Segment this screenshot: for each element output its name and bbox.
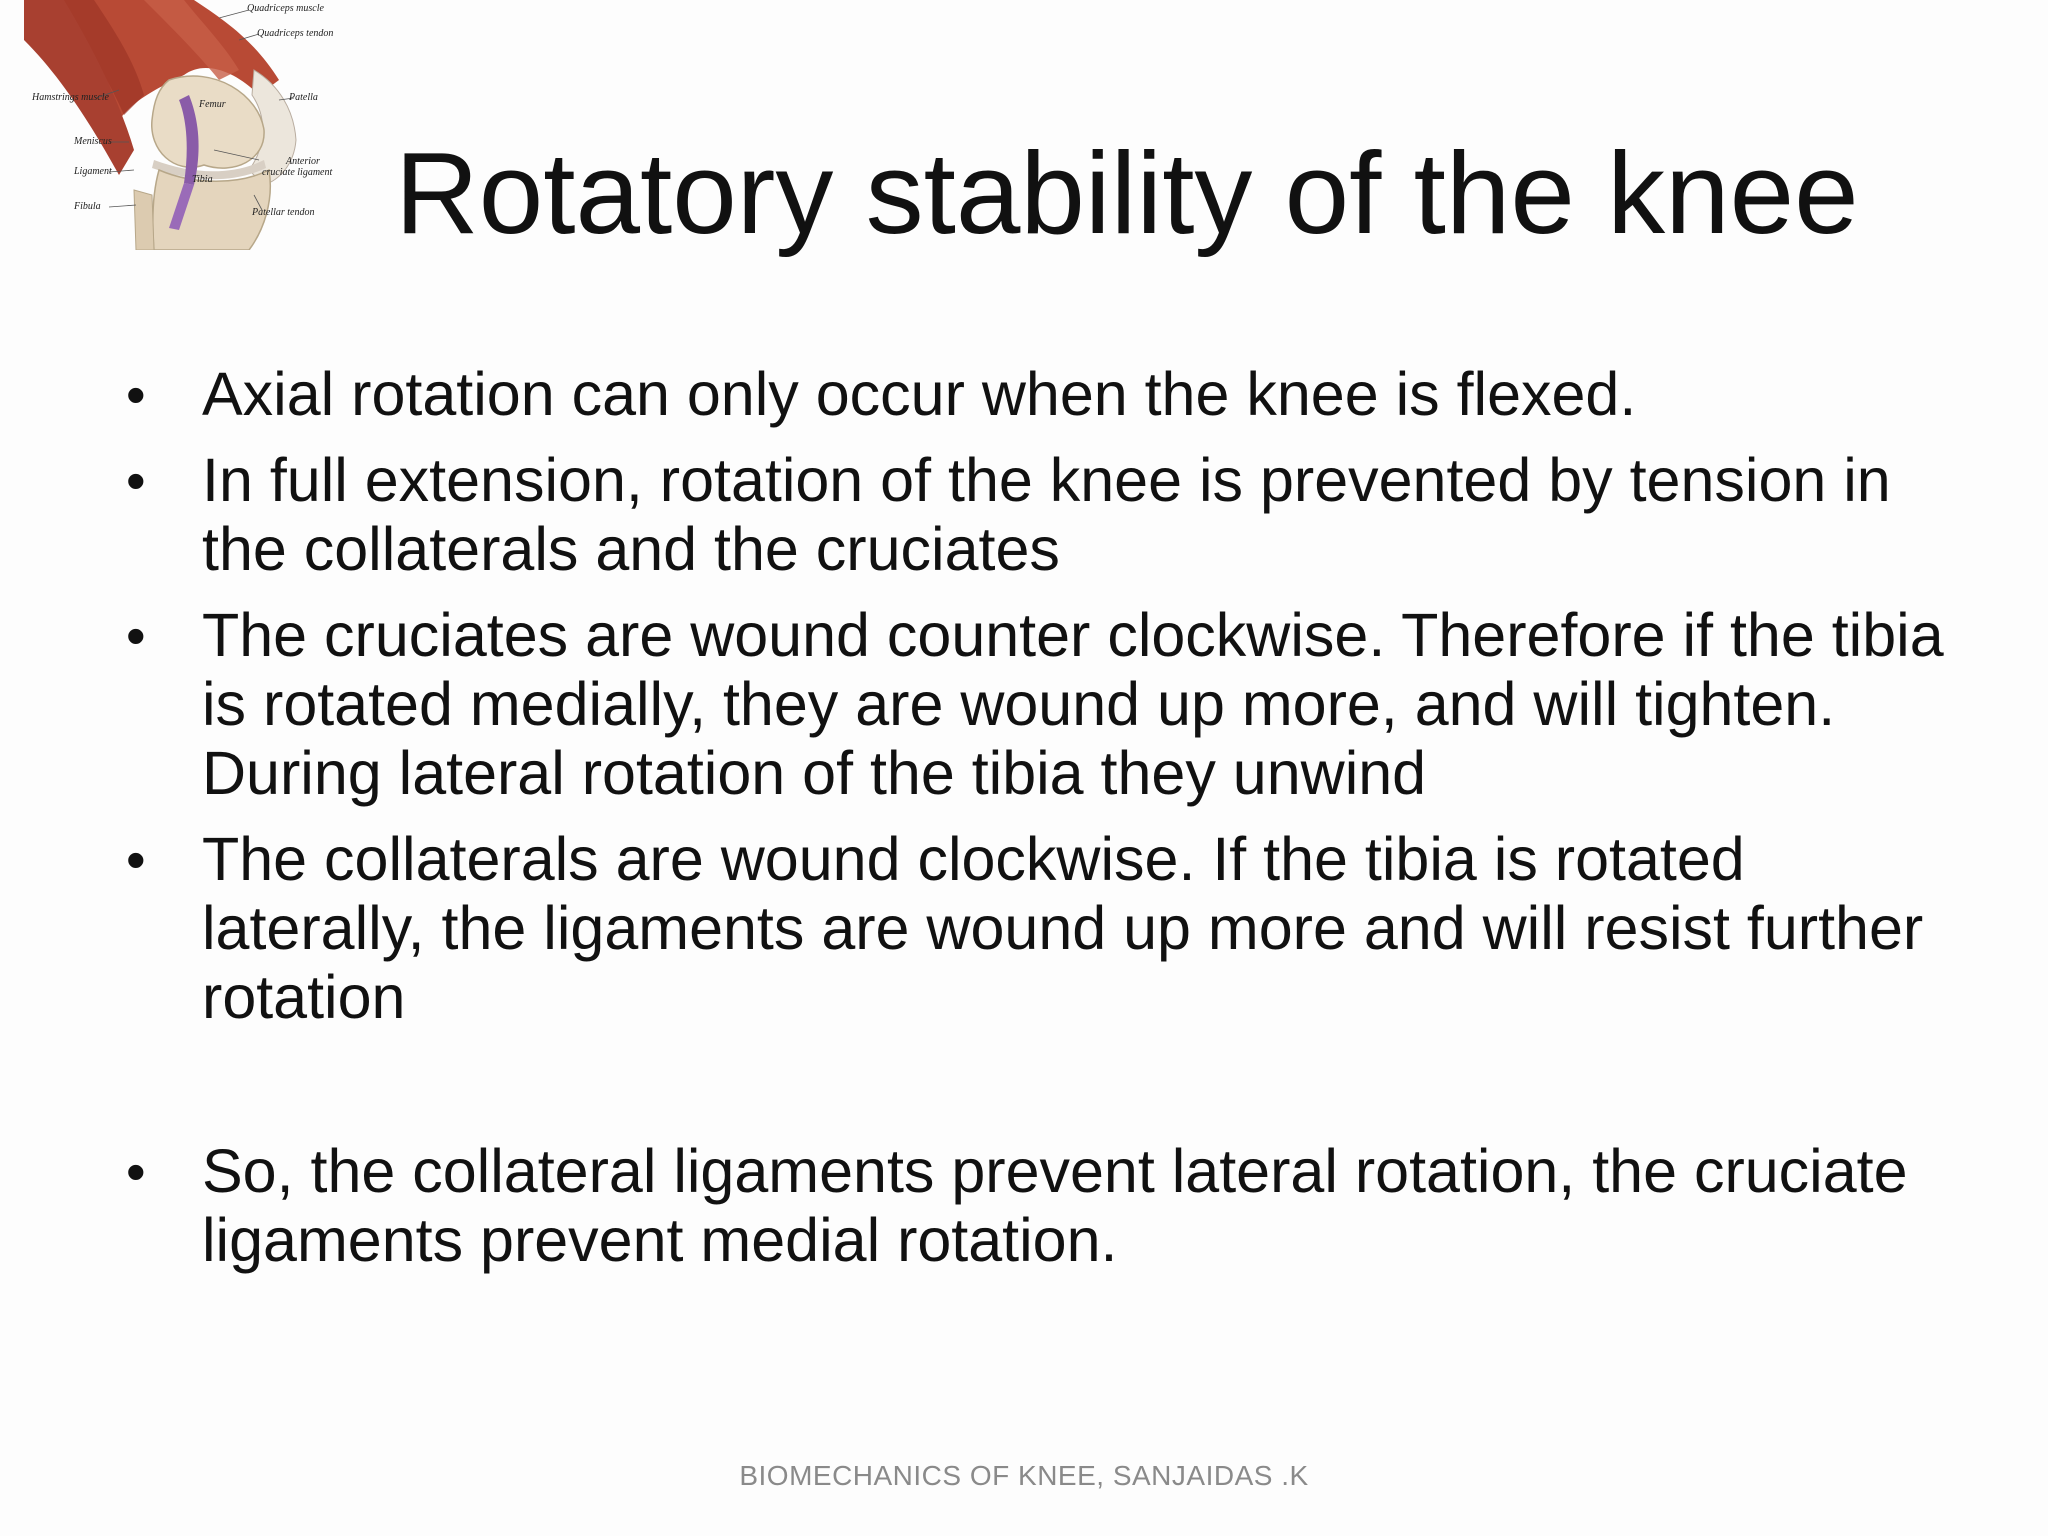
label-anterior: Anterior	[286, 156, 320, 167]
label-fibula: Fibula	[74, 201, 101, 212]
bullet-text: Axial rotation can only occur when the knee is flexed.	[202, 360, 1637, 428]
bullet-text: So, the collateral ligaments prevent lateral rotation, the cruciate ligaments prevent medial rotation.	[202, 1137, 1908, 1274]
label-femur: Femur	[199, 99, 226, 110]
label-meniscus: Meniscus	[74, 136, 112, 147]
label-quadriceps-tendon: Quadriceps tendon	[257, 28, 334, 39]
bullet-marker: •	[126, 604, 146, 667]
bullet-item	[120, 446, 1980, 584]
bullet-marker: •	[126, 1140, 146, 1203]
bullet-text: The cruciates are wound counter clockwise. Therefore if the tibia is rotated medially, they are wound up more, and will tighten. During lateral rotation of the tibia they unwind	[202, 601, 1944, 807]
label-tibia: Tibia	[192, 174, 213, 185]
slide-title: Rotatory stability of the knee	[395, 128, 1859, 258]
bullet-text: The collaterals are wound clockwise. If the tibia is rotated laterally, the ligaments are wound up more and will resist further rotation	[202, 825, 1924, 1031]
bullet-marker: •	[126, 363, 146, 426]
label-quadriceps-muscle: Quadriceps muscle	[247, 3, 324, 14]
label-hamstrings-muscle: Hamstrings muscle	[32, 92, 109, 103]
label-cruciate-ligament: cruciate ligament	[262, 167, 333, 178]
bullet-text: In full extension, rotation of the knee is prevented by tension in the collaterals and the cruciates	[202, 446, 1891, 583]
bullet-item	[120, 360, 1980, 429]
label-ligament: Ligament	[74, 166, 112, 177]
bullet-marker: •	[126, 449, 146, 512]
bullet-item	[120, 601, 1980, 808]
label-patellar-tendon: Patellar tendon	[252, 207, 315, 218]
bullet-marker: •	[126, 828, 146, 891]
bullet-item	[120, 825, 1980, 1032]
knee-anatomy-figure	[24, 0, 354, 250]
bullet-list	[120, 360, 1980, 1292]
slide-footer: BIOMECHANICS OF KNEE, SANJAIDAS .K	[739, 1460, 1309, 1491]
bullet-item	[120, 1137, 1980, 1275]
label-patella: Patella	[289, 92, 318, 103]
